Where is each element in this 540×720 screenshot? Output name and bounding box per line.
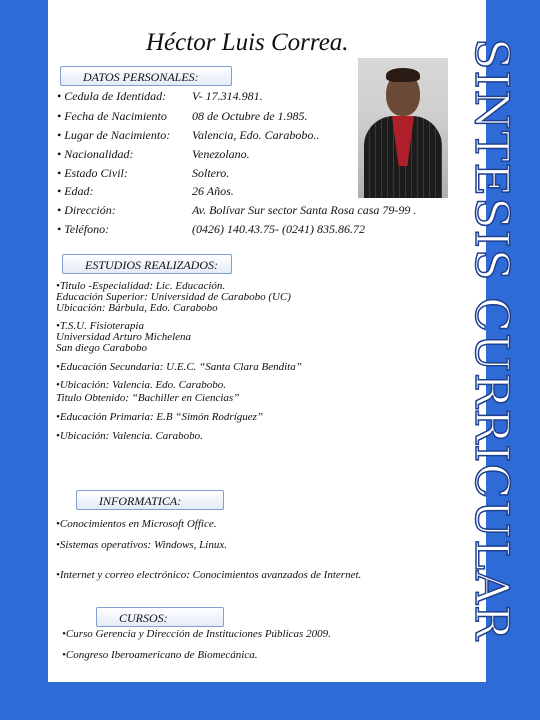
personal-key: • Fecha de Nacimiento: [57, 109, 167, 123]
personal-key: • Lugar de Nacimiento:: [57, 128, 171, 142]
personal-value: (0426) 140.43.75- (0241) 835.86.72: [192, 222, 365, 236]
personal-value: Valencia, Edo. Carabobo..: [192, 128, 320, 142]
studies-line: •Ubicación: Valencia. Edo. Carabobo.: [56, 379, 227, 391]
section-label-cursos: CURSOS:: [96, 607, 224, 627]
personal-value: Soltero.: [192, 166, 230, 180]
studies-line: •Ubicación: Valencia. Carabobo.: [56, 430, 203, 442]
informatica-line: •Conocimientos en Microsoft Office.: [56, 518, 217, 530]
section-label-informatica: INFORMATICA:: [76, 490, 224, 510]
studies-line: San diego Carabobo: [56, 342, 148, 354]
personal-key: • Edad:: [57, 184, 94, 198]
section-label-personal: DATOS PERSONALES:: [60, 66, 232, 86]
portrait-photo: [358, 58, 448, 198]
personal-value: Venezolano.: [192, 147, 250, 161]
cursos-line: •Congreso Iberoamericano de Biomecánica.: [62, 649, 258, 661]
studies-line: •Educación Secundaria: U.E.C. “Santa Clara Bendita”: [56, 361, 302, 373]
studies-line: Educación Superior: Universidad de Carabobo (UC): [56, 291, 291, 303]
studies-line: •Titulo -Especialidad: Lic. Educación.: [56, 280, 226, 292]
personal-value: 26 Años.: [192, 184, 234, 198]
personal-key: • Dirección:: [57, 203, 116, 217]
personal-value: V- 17.314.981.: [192, 89, 263, 103]
cursos-line: •Curso Gerencia y Dirección de Instituciones Públicas 2009.: [62, 628, 331, 640]
vertical-banner-text: SINTESIS CURRICULAR: [465, 37, 519, 641]
personal-value: Av. Bolívar Sur sector Santa Rosa casa 79-99 .: [192, 203, 417, 217]
personal-key: • Teléfono:: [57, 222, 110, 236]
studies-line: Universidad Arturo Michelena: [56, 331, 192, 343]
section-label-studies: ESTUDIOS REALIZADOS:: [62, 254, 232, 274]
informatica-line: •Sistemas operativos: Windows, Linux.: [56, 539, 227, 551]
studies-line: •Educación Primaria: E.B “Simón Rodríguez”: [56, 411, 264, 423]
personal-key: • Nacionalidad:: [57, 147, 134, 161]
studies-line: •T.S.U. Fisioterapia: [56, 320, 144, 332]
personal-key: • Cedula de Identidad:: [57, 89, 167, 103]
studies-line: Ubicación: Bárbula, Edo. Carabobo: [56, 302, 218, 314]
studies-line: Titulo Obtenido: “Bachiller en Ciencias”: [56, 392, 240, 404]
personal-key: • Estado Civil:: [57, 166, 128, 180]
vertical-banner: [462, 24, 522, 654]
informatica-line: •Internet y correo electrónico: Conocimientos avanzados de Internet.: [56, 569, 362, 581]
page-title: Héctor Luis Correa.: [146, 29, 349, 56]
hair: [386, 68, 420, 82]
personal-value: 08 de Octubre de 1.985.: [192, 109, 308, 123]
